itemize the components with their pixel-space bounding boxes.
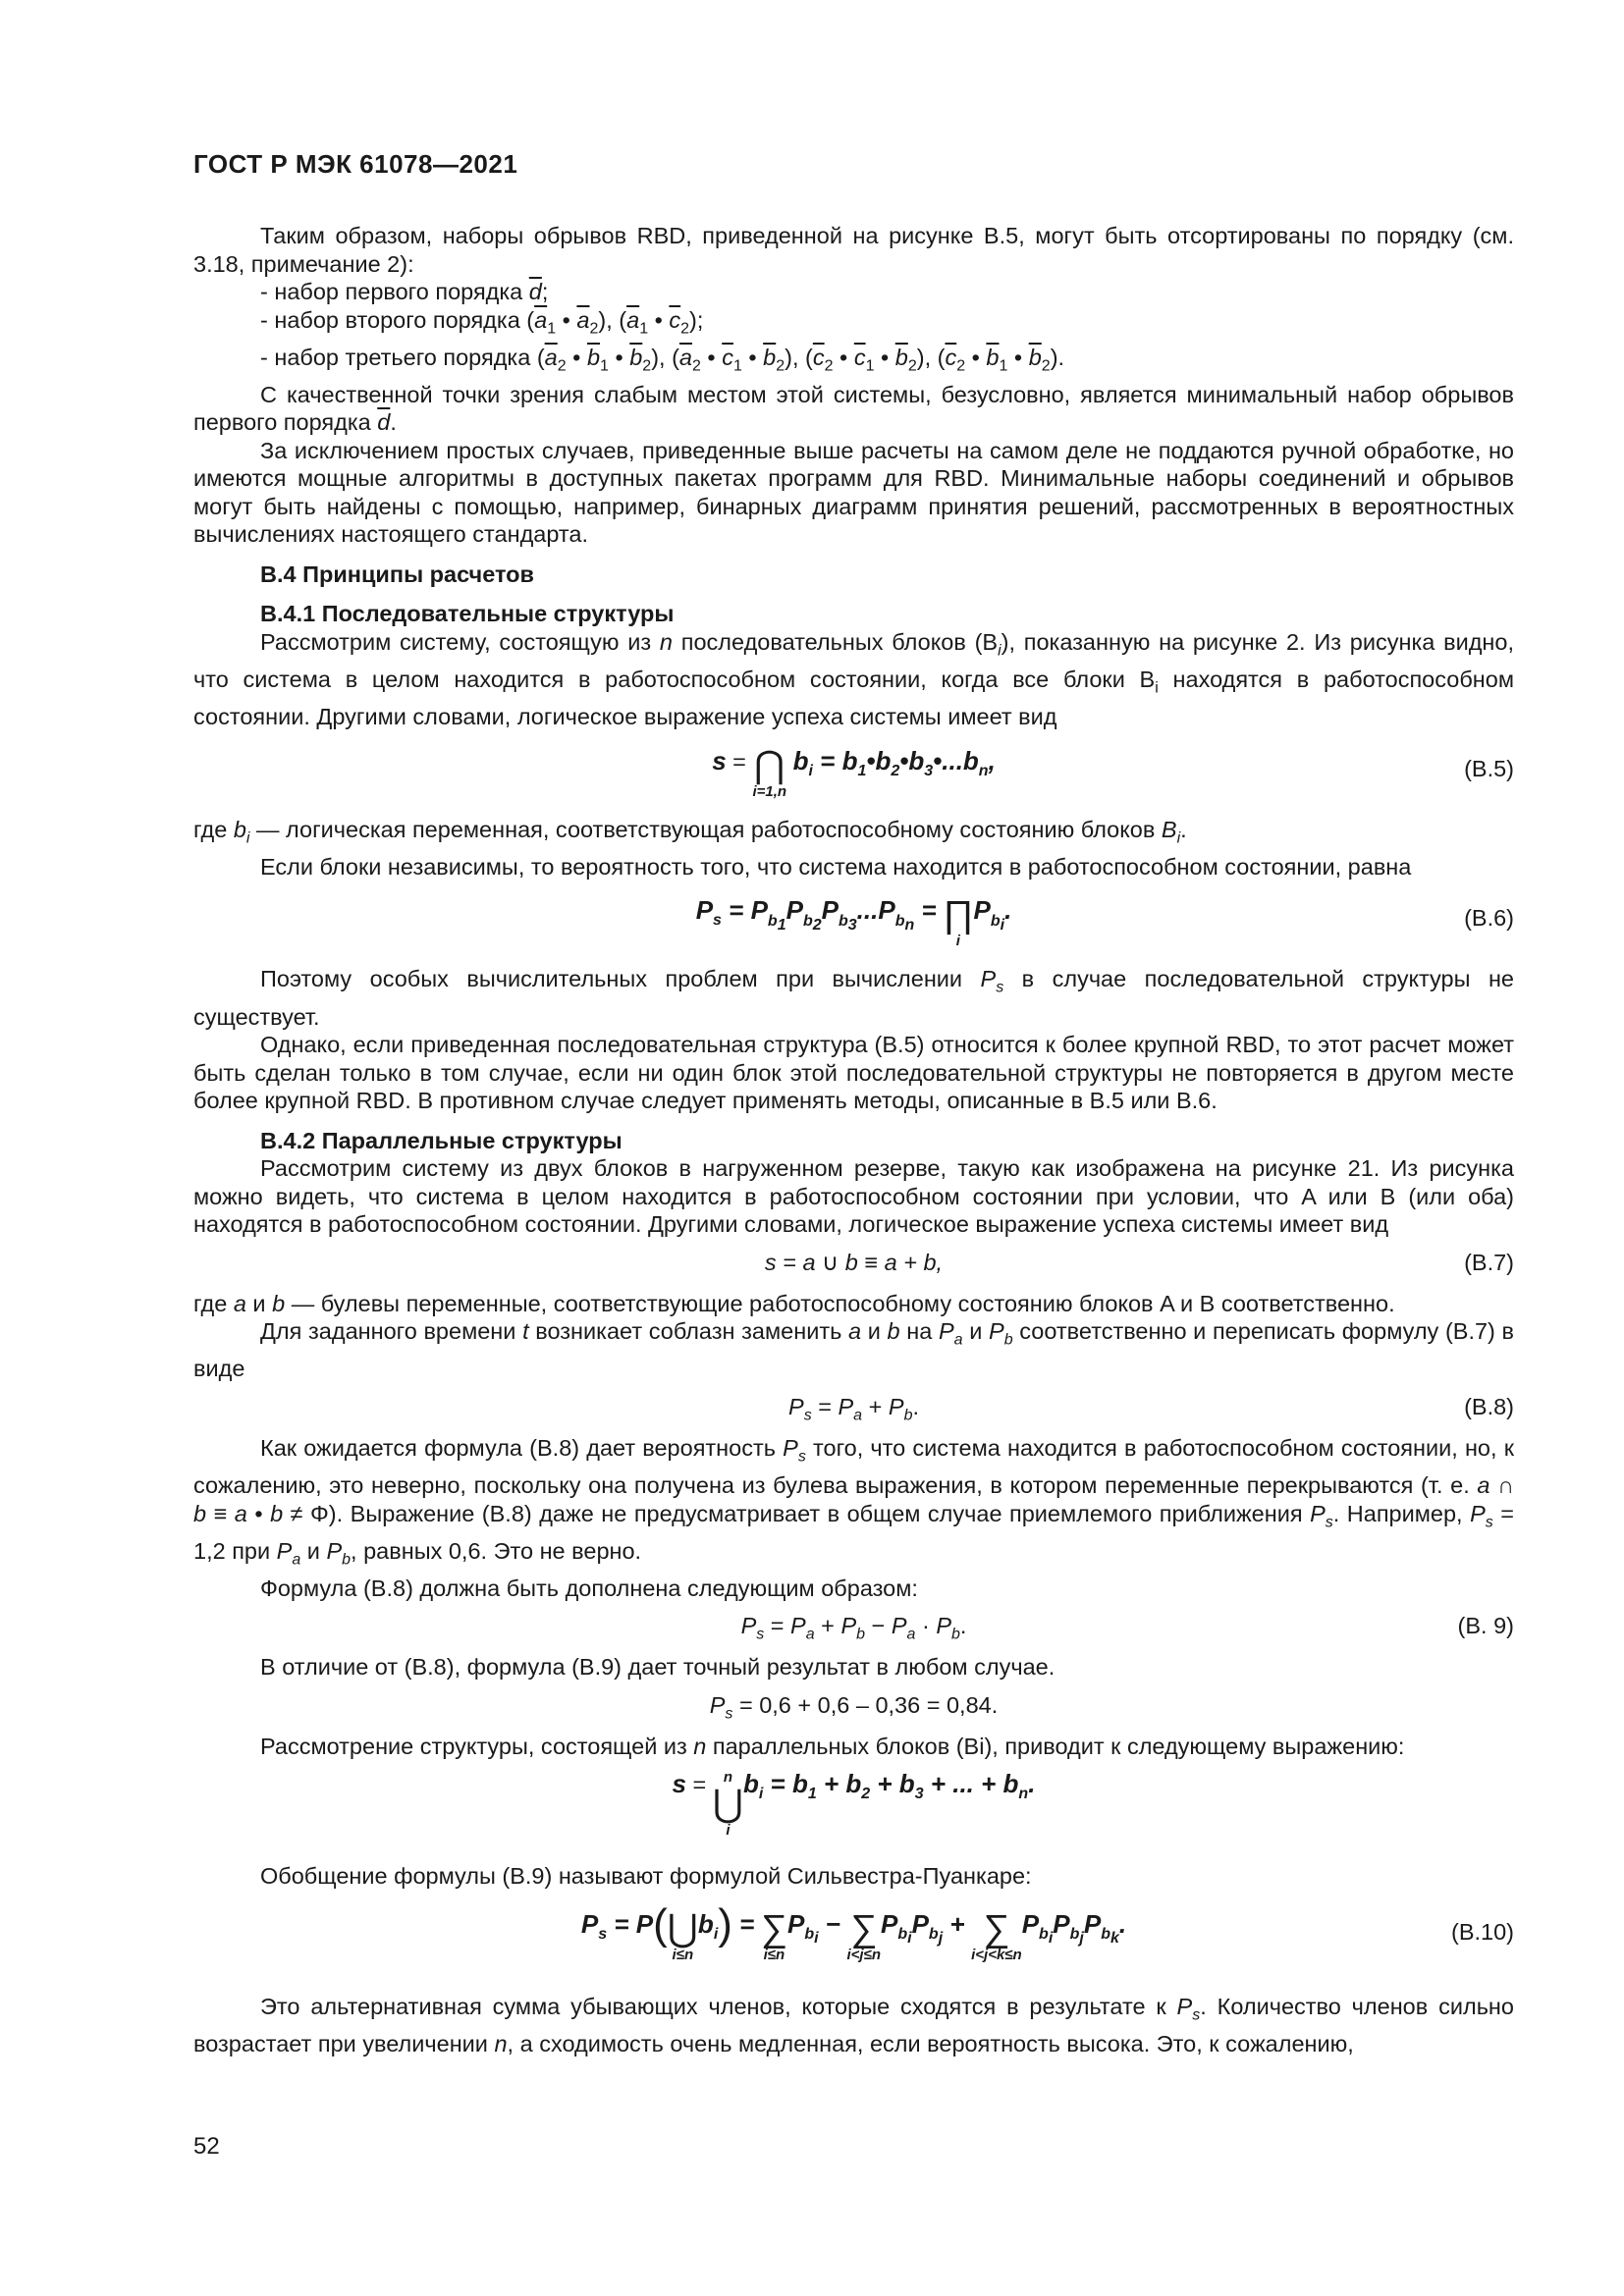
second-order-item: - набор второго порядка ($\overline{a}_1$ • $\overline{a}_2$), ($\overline{a}_1$ • $\overline{c}_2$); (260, 306, 704, 338)
larger-rbd-paragraph: Однако, если приведенная последовательная структура (В.5) относится к более крупной RBD, то этот расчет может быть сделан только в том случае, если ни один блок этой последовательной структуры не повторяется в другом месте более крупной RBD. В противном случае следует применять методы, описанные в В.5 или В.6. (193, 1032, 1514, 1114)
equation-b6-number: (В.6) (1464, 905, 1514, 932)
exact-result-paragraph: В отличие от (В.8), формула (В.9) дает точный результат в любом случае. (260, 1654, 1056, 1681)
equation-b10-number: (В.10) (1451, 1918, 1514, 1945)
n-parallel-paragraph: Рассмотрение структуры, состоящей из n параллельных блоков (Bi), приводит к следующему выражению: (260, 1733, 1405, 1759)
equation-calc-body: $P_s = 0,6 + 0,6 - 0,36 = 0,84$. (709, 1691, 999, 1723)
equation-b9-number: (В. 9) (1457, 1613, 1514, 1639)
parallel-intro-paragraph: Рассмотрим систему из двух блоков в нагруженном резерве, такую как изображена на рисунке 21. Из рисунка можно видеть, что система в целом находится в работоспособном состоянии при условии, что A или B (или оба) находятся в работоспособном состоянии. Другими словами, логическое выражение успеха системы имеет вид (193, 1155, 1514, 1238)
section-b42-heading: В.4.2 Параллельные структуры (260, 1127, 623, 1153)
where-ab-paragraph: где a и b — булевы переменные, соответствующие работоспособному состоянию блоков A и B соответственно. (193, 1290, 1395, 1316)
where-bi-paragraph: где $b_i$ — логическая переменная, соответствующая работоспособному состоянию блоков $B_i$. (193, 816, 1187, 847)
equation-b10-body: $P_s = P$( ⋃ i≤n $b_i$) = ∑ i≤n $P_{b_i}$ − ∑ i<j≤n $P_{b_i}P_{b_j}$ + ∑ i<j<k≤n $P_{b_i}P_{b_j}P_{b_k}$. (580, 1899, 1127, 1963)
no-problem-paragraph: Поэтому особых вычислительных проблем при вычислении $P_s$ в случае последовательной структуры не существует. (193, 966, 1514, 1030)
expected-formula-paragraph: Как ожидается формула (В.8) дает вероятность $P_s$ того, что система находится в работоспособном состоянии, но, к сожалению, это неверно, поскольку она получена из булева выражения, в котором переменные перекрываются (т. е. a ∩ b ≡ a • b ≠ Φ). Выражение (В.8) даже не предусматривает в общем случае приемлемого приближения $P_s$. Например, $P_s = 1,2$ при $P_a$ и $P_b$, равных 0,6. Это не верно. (193, 1434, 1514, 1569)
equation-union-body: s = n ⋃ i $b_i = b_1 + b_2 + b_3$ + ... + $b_n$. (672, 1769, 1036, 1840)
equation-b8-body: $P_s = P_a + P_b$. (788, 1393, 919, 1424)
equation-b8 (193, 1389, 1514, 1428)
equation-b10 (193, 1896, 1514, 1987)
document-body (193, 222, 1514, 2058)
equation-b7 (193, 1245, 1514, 1284)
equation-b6-body: $P_s = P_{b_1}P_{b_2}P_{b_3}...P_{b_n}$ = ∏ i $P_{b_i}$. (695, 894, 1012, 950)
section-b4-heading: В.4 Принципы расчетов (260, 561, 534, 587)
weak-point-paragraph: С качественной точки зрения слабым местом этой системы, безусловно, является минимальный набор обрывов первого порядка $\overline{d}$. (193, 381, 1514, 436)
algorithms-paragraph: За исключением простых случаев, приведенные выше расчеты на самом деле не поддаются ручной обработке, но имеются мощные алгоритмы в доступных пакетах программ для RBD. Минимальные наборы соединений и обрывов могут быть найдены с помощью, например, бинарных диаграмм принятия решений, рассмотренных в вероятностных вычислениях настоящего стандарта. (193, 437, 1514, 548)
document-header: ГОСТ Р МЭК 61078—2021 (193, 149, 518, 179)
intro-paragraph: Таким образом, наборы обрывов RBD, приведенной на рисунке В.5, могут быть отсортированы по порядку (см. 3.18, примечание 2): (193, 223, 1514, 277)
equation-b9 (193, 1608, 1514, 1647)
sylvester-intro-paragraph: Обобщение формулы (В.9) называют формулой Сильвестра-Пуанкаре: (260, 1863, 1032, 1890)
third-order-item: - набор третьего порядка ($\overline{a}_2$ • $\overline{b}_1$ • $\overline{b}_2$), ($\overline{a}_2$ • $\overline{c}_1$ • $\overline{b}_2$), ($\overline{c}_2$ • $\overline{c}_1$ • $\overline{b}_2$), ($\overline{c}_2$ • $\overline{b}_1$ • $\overline{b}_2$). (260, 344, 1065, 375)
supplement-paragraph: Формула (В.8) должна быть дополнена следующим образом: (260, 1575, 918, 1601)
independent-blocks-paragraph: Если блоки независимы, то вероятность того, что система находится в работоспособном состоянии, равна (260, 853, 1412, 880)
equation-b9-body: $P_s = P_a + P_b - P_a \cdot P_b$. (740, 1613, 967, 1644)
equation-b5-number: (В.5) (1464, 755, 1514, 781)
equation-b7-body: s = a ∪ b ≡ a + b, (764, 1249, 944, 1275)
equation-calc (193, 1687, 1514, 1727)
page-number: 52 (193, 2133, 220, 2160)
equation-b5 (193, 737, 1514, 810)
given-time-paragraph: Для заданного времени t возникает соблазн заменить a и b на $P_a$ и $P_b$ соответственно и переписать формулу (В.7) в виде (193, 1318, 1515, 1382)
series-intro-paragraph: Рассмотрим систему, состоящую из n последовательных блоков $(B_i)$, показанную на рисунке 2. Из рисунка видно, что система в целом находится в работоспособном состоянии, когда все блоки $B_i$ находятся в работоспособном состоянии. Другими словами, логическое выражение успеха системы имеет вид (193, 628, 1514, 730)
section-b41-heading: В.4.1 Последовательные структуры (260, 601, 675, 627)
equation-b8-number: (В.8) (1464, 1393, 1514, 1419)
equation-b5-body: s = ⋂ i=1,n $b_i$ = $b_1•b_2•b_3•...b_n$, (712, 744, 996, 800)
first-order-item: - набор первого порядка $\overline{d}$; (260, 279, 549, 304)
equation-b6 (193, 886, 1514, 959)
alternating-sum-paragraph: Это альтернативная сумма убывающих членов, которые сходятся в результате к $P_s$. Количество членов сильно возрастает при увеличении n, а сходимость очень медленная, если вероятность высока. Это, к сожалению, (193, 1993, 1514, 2057)
equation-union (193, 1766, 1514, 1856)
equation-b7-number: (В.7) (1464, 1249, 1514, 1275)
